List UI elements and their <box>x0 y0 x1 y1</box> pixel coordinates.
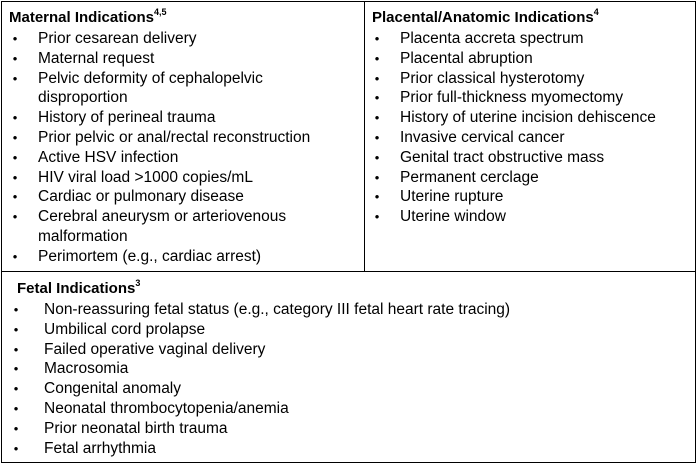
fetal-heading-text: Fetal Indications <box>17 280 136 297</box>
fetal-indications-cell <box>2 271 695 462</box>
list-item: • Perimortem (e.g., cardiac arrest) <box>7 247 352 267</box>
bullet-icon: • <box>374 149 380 165</box>
list-item: • Cerebral aneurysm or arteriovenous malformation <box>7 207 352 247</box>
list-item: • Neonatal thrombocytopenia/anemia <box>8 399 688 419</box>
list-item: • Invasive cervical cancer <box>369 128 689 148</box>
bullet-icon: • <box>12 169 18 185</box>
bullet-icon: • <box>374 50 380 66</box>
bullet-icon: • <box>374 209 380 225</box>
bullet-icon: • <box>12 70 18 86</box>
maternal-heading-reference: 4,5 <box>154 7 167 17</box>
list-item: • Macrosomia <box>8 359 688 379</box>
list-item: • Maternal request <box>7 49 352 69</box>
list-item: • History of uterine incision dehiscence <box>369 108 689 128</box>
list-item: • Failed operative vaginal delivery <box>8 340 688 360</box>
bullet-icon: • <box>374 31 380 46</box>
list-item: • History of perineal trauma <box>7 108 352 128</box>
list-item: • Pelvic deformity of cephalopelvic disproportion <box>7 69 352 109</box>
bullet-icon: • <box>13 420 19 436</box>
bullet-icon: • <box>13 321 19 337</box>
bullet-icon: • <box>13 302 19 317</box>
maternal-indications-heading <box>9 8 167 28</box>
list-item: • Prior pelvic or anal/rectal reconstruction <box>7 128 352 148</box>
list-item: • Prior classical hysterotomy <box>369 69 689 89</box>
list-item: • Placental abruption <box>369 49 689 69</box>
bullet-icon: • <box>12 110 18 126</box>
bullet-icon: • <box>374 129 380 145</box>
list-item: • Umbilical cord prolapse <box>8 320 688 340</box>
bullet-icon: • <box>13 381 19 397</box>
list-item: • Congenital anomaly <box>8 379 688 399</box>
maternal-indications-list <box>7 29 352 267</box>
fetal-indications-heading <box>17 279 140 299</box>
list-item: • Uterine rupture <box>369 187 689 207</box>
placental-indications-list <box>369 29 689 227</box>
list-item: • Placenta accreta spectrum <box>369 29 689 49</box>
bullet-icon: • <box>13 400 19 416</box>
bullet-icon: • <box>374 90 380 106</box>
placental-indications-heading <box>372 8 599 28</box>
bullet-icon: • <box>12 149 18 165</box>
list-item: • Fetal arrhythmia <box>8 439 688 459</box>
bullet-icon: • <box>12 189 18 205</box>
list-item: • Permanent cerclage <box>369 168 689 188</box>
list-item: • Active HSV infection <box>7 148 352 168</box>
bullet-icon: • <box>13 440 19 456</box>
bullet-icon: • <box>13 361 19 377</box>
list-item: • Prior neonatal birth trauma <box>8 419 688 439</box>
placental-heading-text: Placental/Anatomic Indications <box>372 9 594 26</box>
fetal-indications-list <box>8 300 688 458</box>
indications-table <box>1 1 696 463</box>
list-item: • Non-reassuring fetal status (e.g., category III fetal heart rate tracing) <box>8 300 688 320</box>
bullet-icon: • <box>12 129 18 145</box>
bullet-icon: • <box>374 189 380 205</box>
bullet-icon: • <box>374 70 380 86</box>
list-item: • Uterine window <box>369 207 689 227</box>
maternal-indications-cell <box>2 2 365 271</box>
fetal-heading-reference: 3 <box>135 278 141 288</box>
list-item: • Cardiac or pulmonary disease <box>7 187 352 207</box>
bullet-icon: • <box>13 341 19 357</box>
bullet-icon: • <box>12 31 18 46</box>
bullet-icon: • <box>12 50 18 66</box>
bullet-icon: • <box>12 209 18 225</box>
placental-anatomic-indications-cell <box>365 2 695 271</box>
bullet-icon: • <box>374 110 380 126</box>
bullet-icon: • <box>374 169 380 185</box>
list-item: • HIV viral load >1000 copies/mL <box>7 168 352 188</box>
list-item: • Genital tract obstructive mass <box>369 148 689 168</box>
list-item: • Prior full-thickness myomectomy <box>369 88 689 108</box>
list-item: • Prior cesarean delivery <box>7 29 352 49</box>
placental-heading-reference: 4 <box>593 7 599 17</box>
bullet-icon: • <box>12 248 18 264</box>
maternal-heading-text: Maternal Indications <box>9 9 155 26</box>
